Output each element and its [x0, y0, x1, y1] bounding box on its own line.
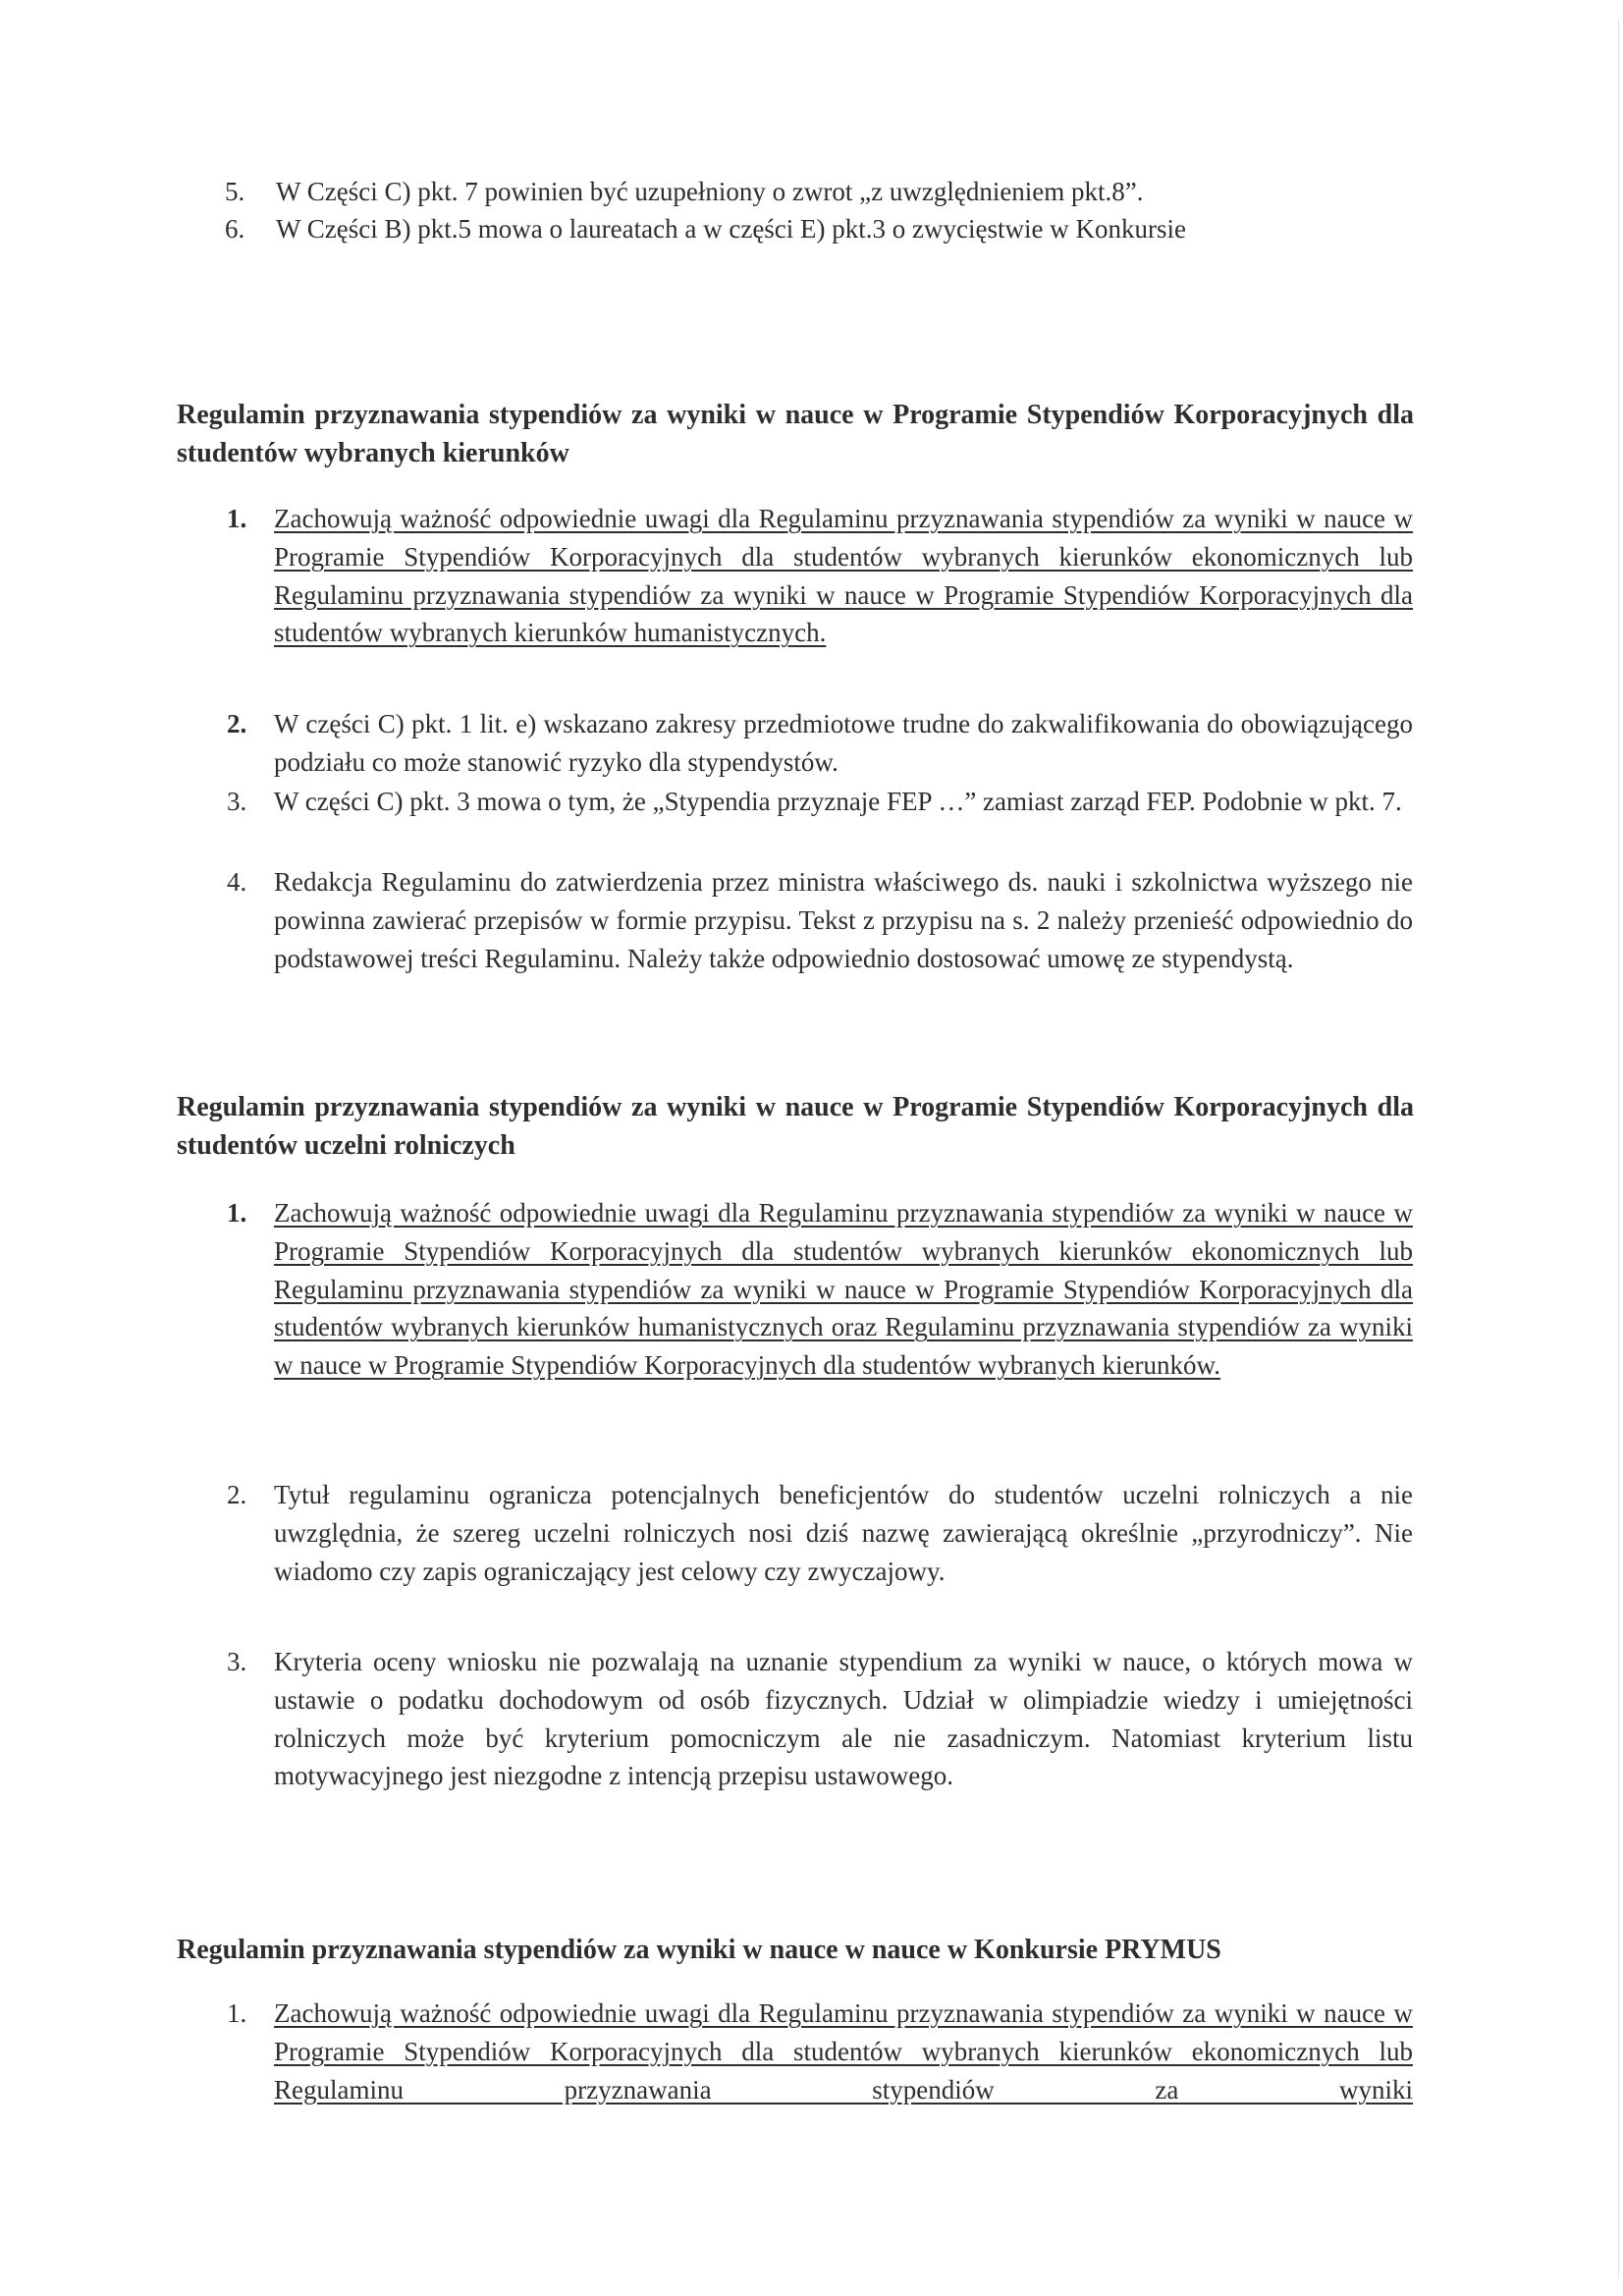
scan-edge — [1618, 20, 1619, 2278]
item-text: Redakcja Regulaminu do zatwierdzenia przez ministra właściwego ds. nauki i szkolnictwa wyższego nie powinna zawierać przepisów w formie przypisu. Tekst z przypisu na s. 2 należy przenieść odpowiednio do podstawowej treści Regulaminu. Należy także odpowiednio dostosować umowę ze stypendystą. — [274, 867, 1413, 973]
section-heading: Regulamin przyznawania stypendiów za wyniki w nauce w Programie Stypendiów Korporacyjnych dla studentów uczelni rolniczych — [177, 1092, 1414, 1161]
item-text: W części C) pkt. 3 mowa o tym, że „Stypendia przyznaje FEP …” zamiast zarząd FEP. Podobnie w pkt. 7. — [274, 787, 1402, 816]
item-number: 2. — [227, 709, 247, 738]
item-number: 4. — [227, 867, 247, 897]
item-number: 5. — [225, 177, 245, 206]
item-text: Zachowują ważność odpowiednie uwagi dla Regulaminu przyznawania stypendiów za wyniki w nauce w Programie Stypendiów Korporacyjnych dla studentów wybranych kierunków ekonomicznych lub Regulaminu przyznawania stypendiów za wyniki w nauce w Programie Stypendiów Korporacyjnych dla studentów wybranych kierunków humanistycznych. — [274, 504, 1413, 648]
item-number: 3. — [227, 1647, 247, 1676]
section-heading: Regulamin przyznawania stypendiów za wyniki w nauce w nauce w Konkursie PRYMUS — [177, 1935, 1221, 1965]
item-text: Kryteria oceny wniosku nie pozwalają na uznanie stypendium za wyniki w nauce, o których mowa w ustawie o podatku dochodowym od osób fizycznych. Udział w olimpiadzie wiedzy i umiejętności rolniczych może być kryterium pomocniczym ale nie zasadniczym. Natomiast kryterium listu motywacyjnego jest niezgodne z intencją przepisu ustawowego. — [274, 1647, 1413, 1791]
item-text: W części C) pkt. 1 lit. e) wskazano zakresy przedmiotowe trudne do zakwalifikowania do obowiązującego podziału co może stanowić ryzyko dla stypendystów. — [274, 709, 1413, 777]
item-number: 2. — [227, 1480, 247, 1509]
item-text: Zachowują ważność odpowiednie uwagi dla Regulaminu przyznawania stypendiów za wyniki w nauce w Programie Stypendiów Korporacyjnych dla studentów wybranych kierunków ekonomicznych lub Regulaminu przyznawania stypendiów za wyniki w nauce w Programie Stypendiów Korporacyjnych dla studentów wybranych kierunków humanistycznych oraz Regulaminu przyznawania stypendiów za wyniki w nauce w Programie Stypendiów Korporacyjnych dla studentów wybranych kierunków. — [274, 1198, 1413, 1381]
item-text: W Części B) pkt.5 mowa o laureatach a w części E) pkt.3 o zwycięstwie w Konkursie — [276, 214, 1186, 244]
item-text: Zachowują ważność odpowiednie uwagi dla Regulaminu przyznawania stypendiów za wyniki w nauce w Programie Stypendiów Korporacyjnych dla studentów wybranych kierunków ekonomicznych lub Regulaminu przyznawania stypendiów za wyniki — [274, 1998, 1413, 2105]
item-number: 3. — [227, 787, 247, 816]
item-number: 6. — [225, 214, 245, 244]
item-number: 1. — [227, 1998, 247, 2028]
item-text: Tytuł regulaminu ogranicza potencjalnych beneficjentów do studentów uczelni rolniczych a nie uwzględnia, że szereg uczelni rolniczych nosi dziś nazwę zawierającą określnie „przyrodniczy”. Nie wiadomo czy zapis ograniczający jest celowy czy zwyczajowy. — [274, 1480, 1413, 1586]
item-text: W Części C) pkt. 7 powinien być uzupełniony o zwrot „z uwzględnieniem pkt.8”. — [276, 177, 1144, 206]
item-number: 1. — [227, 1198, 247, 1228]
section-heading: Regulamin przyznawania stypendiów za wyniki w nauce w Programie Stypendiów Korporacyjnych dla studentów wybranych kierunków — [177, 400, 1414, 468]
item-number: 1. — [227, 504, 247, 533]
